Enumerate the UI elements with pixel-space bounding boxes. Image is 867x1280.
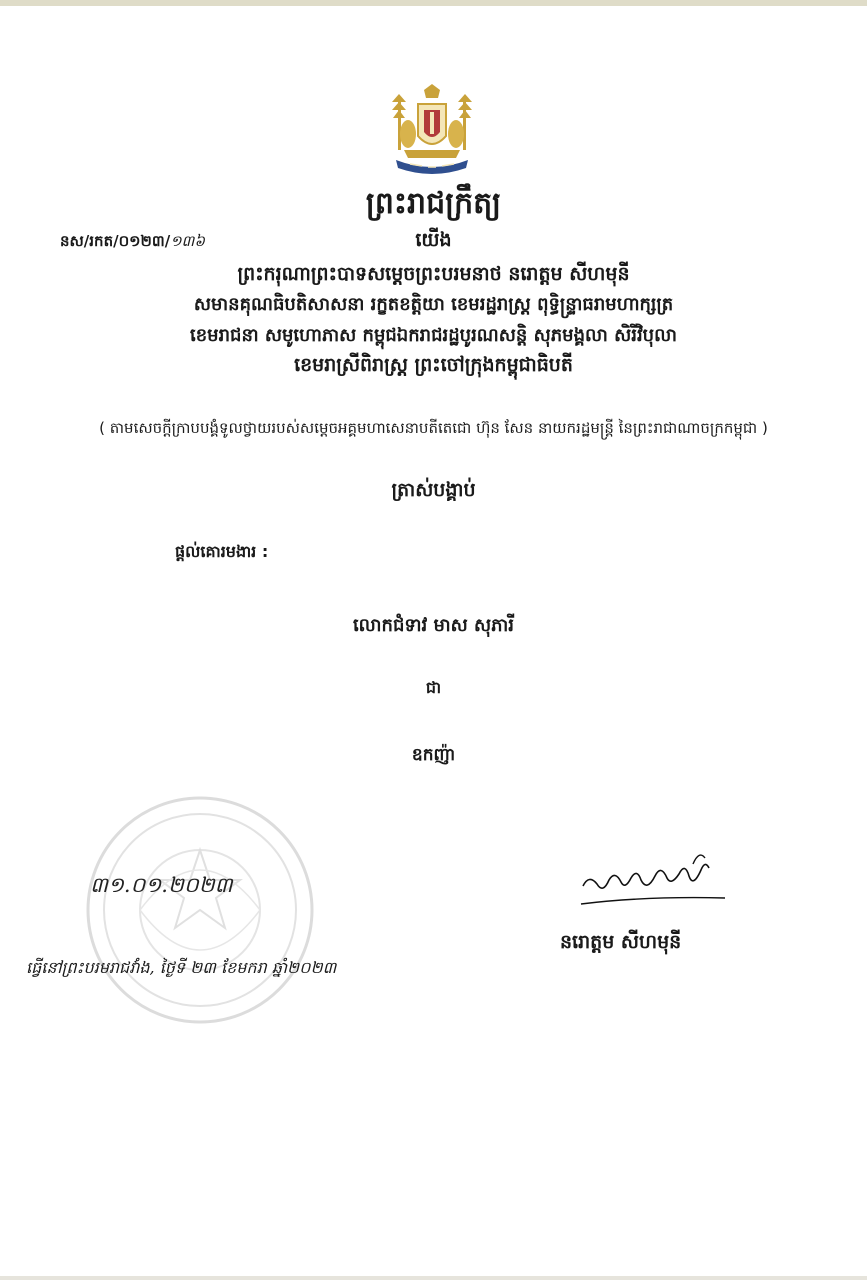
as-word: ជា xyxy=(425,678,442,697)
reference-printed: នស/រកត/០១២៣/ xyxy=(60,232,171,250)
reference-handwritten: ១៣៦ xyxy=(170,232,205,250)
royal-signature-icon xyxy=(575,846,735,916)
honorific-title: ឧកញ៉ា xyxy=(411,745,456,765)
decree-title: ព្រះរាជក្រឹត្យ xyxy=(365,186,502,221)
place-and-date: ធ្វើនៅព្រះបរមរាជវាំង, ថ្ងៃទី ២៣ ខែមករា ឆ្នាំ២០២៣ xyxy=(26,958,337,977)
king-title-line-3: ខេមរាជនា សមូហោភាស កម្ពុជឯករាជរដ្ឋបូរណសន្តិ សុភមង្គលា សិរីវិបុលា xyxy=(190,325,677,346)
top-border-band xyxy=(0,0,867,6)
king-title-line-2: សមានគុណធិបតិសាសនា រក្ខតខត្តិយា ខេមរដ្ឋរាស្ត្រ ពុទ្ធិន្ទ្រាធរាមហាក្សត្រ xyxy=(193,294,674,315)
proposal-line: ( តាមសេចក្ដីក្រាបបង្គំទូលថ្វាយរបស់សម្ដេចអគ្គមហាសេនាបតីតេជោ ហ៊ុន សែន នាយករដ្ឋមន្ត្រី នៃព្រះរាជាណាចក្រកម្ពុជា ) xyxy=(99,419,768,437)
signer-name: នរោត្តម សីហមុនី xyxy=(560,931,682,953)
royal-seal-emboss-icon xyxy=(70,790,330,1030)
handwritten-date: ៣១.០១.២០២៣ xyxy=(90,873,233,897)
yeung-heading: យើង xyxy=(415,229,452,251)
king-title-line-1: ព្រះករុណាព្រះបាទសម្ដេចព្រះបរមនាថ នរោត្តម សីហមុនី xyxy=(237,263,630,285)
recipient-name: លោកជំទាវ មាស សុភារី xyxy=(352,615,515,636)
grant-label: ផ្ដល់គោរមងារ : xyxy=(175,542,269,561)
bottom-border xyxy=(0,1276,867,1280)
king-title-line-4: ខេមរាស្រីពិរាស្ត្រ ព្រះចៅក្រុងកម្ពុជាធិបតី xyxy=(294,354,573,376)
decrees-heading: ត្រាស់បង្គាប់ xyxy=(391,479,476,501)
royal-coat-of-arms-icon xyxy=(386,84,478,176)
